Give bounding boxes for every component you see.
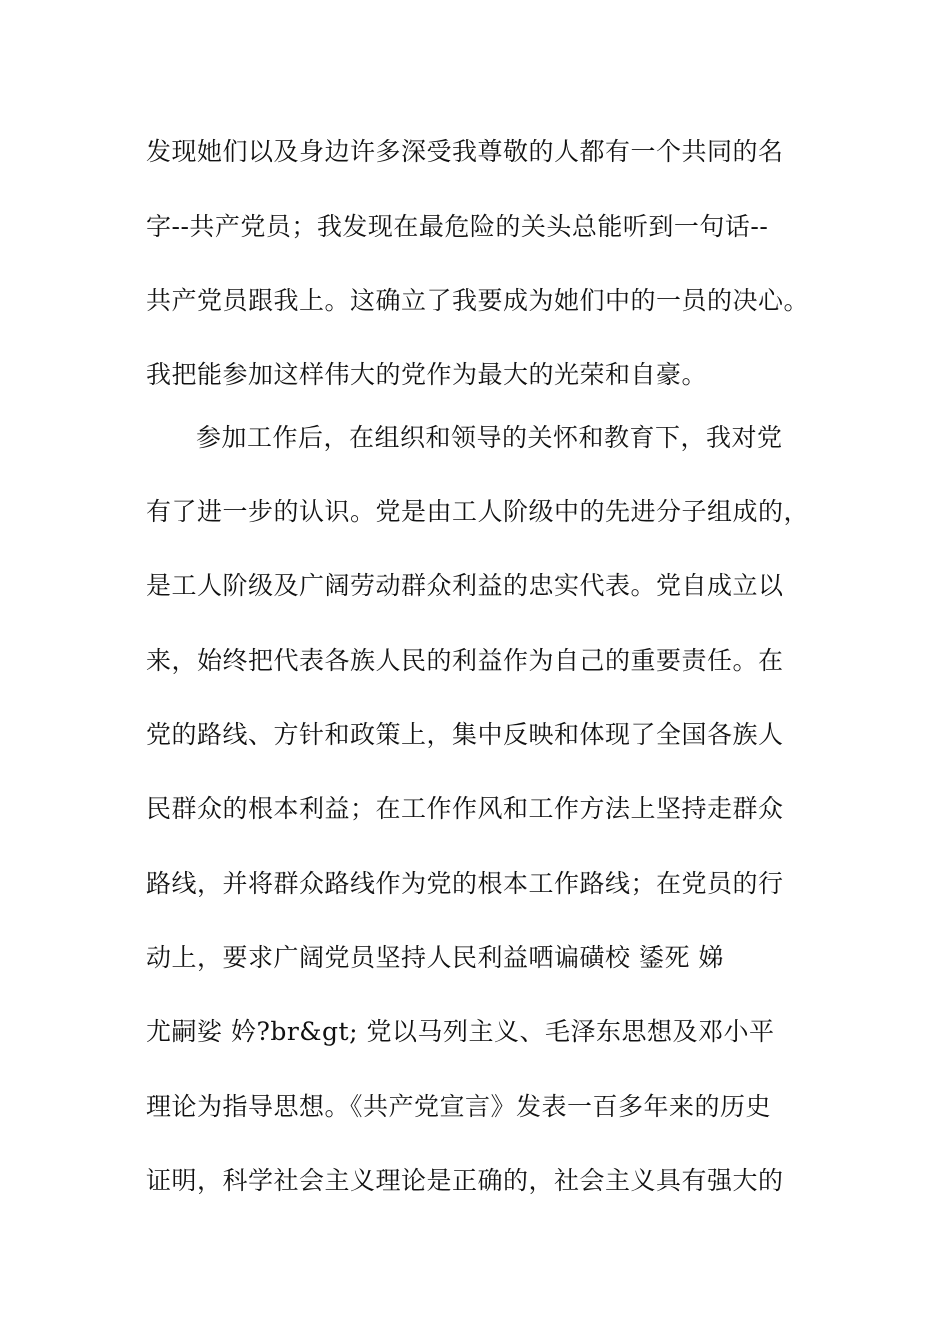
text-line: 动上，要求广阔党员坚持人民利益哂谝磺校 鋈死 娣 [146,943,724,972]
paragraph-first-line: 参加工作后，在组织和领导的关怀和教育下，我对党 [196,423,783,452]
text-line: 共产党员跟我上。这确立了我要成为她们中的一员的决心。 [146,286,810,315]
text-line: 发现她们以及身边许多深受我尊敬的人都有一个共同的名 [146,137,784,166]
text-line: 路线，并将群众路线作为党的根本工作路线；在党员的行 [146,869,784,898]
text-line: 理论为指导思想。《共产党宣言》发表一百多年来的历史 [146,1092,772,1121]
text-line: 我把能参加这样伟大的党作为最大的光荣和自豪。 [146,360,708,389]
text-line: 证明，科学社会主义理论是正确的，社会主义具有强大的 [146,1166,784,1195]
text-line: 字--共产党员；我发现在最危险的关头总能听到一句话-- [146,212,769,241]
text-line: 尤嗣娑 妗?br&gt; 党以马列主义、毛泽东思想及邓小平 [146,1017,775,1046]
text-line: 来，始终把代表各族人民的利益作为自己的重要责任。在 [146,646,784,675]
text-line: 民群众的根本利益；在工作作风和工作方法上坚持走群众 [146,794,784,823]
text-line: 党的路线、方针和政策上，集中反映和体现了全国各族人 [146,720,784,749]
text-line: 有了进一步的认识。党是由工人阶级中的先进分子组成的， [146,497,810,526]
text-line: 是工人阶级及广阔劳动群众利益的忠实代表。党自成立以 [146,571,784,600]
